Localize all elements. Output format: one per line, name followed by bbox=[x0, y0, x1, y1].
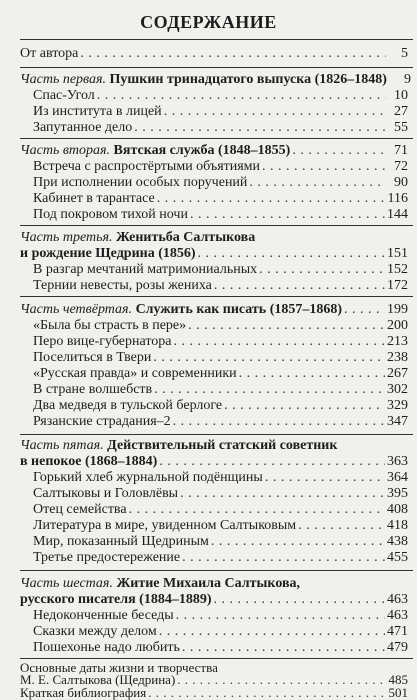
dot-leader bbox=[97, 88, 386, 104]
toc-entry[interactable] bbox=[33, 278, 408, 294]
page-number: 479 bbox=[387, 640, 408, 655]
dot-leader bbox=[344, 302, 385, 318]
page-number: 152 bbox=[387, 262, 408, 277]
toc-label: «Русская правда» и современники bbox=[33, 366, 237, 381]
appendix-label: Основные даты жизни и творчества bbox=[20, 660, 218, 675]
section-rule bbox=[20, 434, 413, 435]
page-number: 72 bbox=[394, 159, 408, 174]
part-title-continued: в непокое (1868–1884) bbox=[20, 454, 158, 469]
part-title-continued: и рождение Щедрина (1856) bbox=[20, 246, 196, 261]
toc-label: Встреча с распростёртыми объятиями bbox=[33, 159, 261, 174]
dot-leader bbox=[249, 175, 386, 191]
dot-leader bbox=[148, 686, 386, 699]
page-number: 213 bbox=[387, 334, 408, 349]
dot-leader bbox=[198, 246, 385, 262]
toc-entry-bibliography[interactable] bbox=[20, 686, 408, 699]
dot-leader bbox=[176, 608, 385, 624]
part-5-heading-line1[interactable] bbox=[20, 438, 337, 454]
part-6-heading-line1[interactable] bbox=[20, 576, 300, 592]
toc-label: Недоконченные беседы bbox=[33, 608, 174, 623]
part-title: Пушкин тринадцатого выпуска (1826–1848) bbox=[109, 72, 387, 87]
toc-entry[interactable] bbox=[33, 534, 408, 550]
toc-label: В стране волшебств bbox=[33, 382, 153, 397]
toc-entry[interactable] bbox=[33, 159, 408, 175]
toc-label: Два медведя в тульской берлоге bbox=[33, 398, 223, 413]
dot-leader bbox=[262, 159, 386, 175]
toc-entry[interactable] bbox=[33, 398, 408, 414]
dot-leader bbox=[224, 398, 385, 414]
toc-entry[interactable] bbox=[33, 334, 408, 350]
dot-leader bbox=[153, 350, 385, 366]
toc-entry[interactable] bbox=[33, 470, 408, 486]
toc-entry[interactable] bbox=[33, 624, 408, 640]
toc-label: При исполнении особых поручений bbox=[33, 175, 248, 190]
section-rule bbox=[20, 570, 413, 571]
page-number: 329 bbox=[387, 398, 408, 413]
toc-label: Сказки между делом bbox=[33, 624, 157, 639]
dot-leader bbox=[180, 486, 385, 502]
toc-entry[interactable] bbox=[33, 550, 408, 566]
part-prefix: Часть шестая. bbox=[20, 576, 113, 591]
toc-label: Тернии невесты, розы жениха bbox=[33, 278, 212, 293]
dot-leader bbox=[298, 518, 385, 534]
part-title-continued: русского писателя (1884–1889) bbox=[20, 592, 212, 607]
toc-label: Отец семейства bbox=[33, 502, 127, 517]
page-number: 90 bbox=[394, 175, 408, 190]
toc-label: Поселиться в Твери bbox=[33, 350, 152, 365]
dot-leader bbox=[182, 550, 385, 566]
part-4-heading[interactable] bbox=[20, 302, 408, 318]
dot-leader bbox=[190, 207, 385, 223]
title-rule bbox=[20, 39, 413, 40]
toc-entry[interactable] bbox=[33, 640, 408, 656]
toc-entry[interactable] bbox=[33, 318, 408, 334]
toc-entry[interactable] bbox=[33, 88, 408, 104]
page-number: 363 bbox=[387, 454, 408, 469]
page-number: 485 bbox=[388, 672, 408, 687]
toc-label: Мир, показанный Щедриным bbox=[33, 534, 209, 549]
part-prefix: Часть вторая. bbox=[20, 143, 111, 158]
dot-leader bbox=[239, 366, 385, 382]
page-number: 10 bbox=[394, 88, 408, 103]
toc-entry[interactable] bbox=[33, 104, 408, 120]
section-rule bbox=[20, 67, 413, 68]
toc-entry[interactable] bbox=[33, 518, 408, 534]
toc-label: От автора bbox=[20, 46, 79, 61]
section-rule bbox=[20, 138, 413, 139]
page-number: 267 bbox=[387, 366, 408, 381]
part-6-heading-line2[interactable] bbox=[20, 592, 408, 608]
toc-entry[interactable] bbox=[33, 608, 408, 624]
toc-label: Краткая библиография bbox=[20, 685, 147, 700]
page-number: 200 bbox=[387, 318, 408, 333]
part-prefix: Часть пятая. bbox=[20, 438, 104, 453]
part-title: Действительный статский советник bbox=[107, 438, 338, 453]
dot-leader bbox=[292, 143, 386, 159]
dot-leader bbox=[214, 592, 386, 608]
part-prefix: Часть четвёртая. bbox=[20, 302, 133, 317]
page-number: 302 bbox=[387, 382, 408, 397]
page-number: 71 bbox=[394, 143, 408, 158]
page-number: 55 bbox=[394, 120, 408, 135]
toc-label: Рязанские страдания–2 bbox=[33, 414, 171, 429]
part-1-heading[interactable] bbox=[20, 72, 411, 88]
part-title: Вятская служба (1848–1855) bbox=[113, 143, 291, 158]
section-rule bbox=[20, 225, 413, 226]
dot-leader bbox=[134, 120, 386, 136]
page-number: 9 bbox=[403, 72, 411, 87]
toc-entry[interactable] bbox=[33, 350, 408, 366]
page-number: 364 bbox=[387, 470, 408, 485]
dot-leader bbox=[157, 191, 386, 207]
page-number: 395 bbox=[387, 486, 408, 501]
page-number: 501 bbox=[388, 685, 408, 700]
dot-leader bbox=[214, 278, 385, 294]
toc-entry[interactable] bbox=[33, 262, 408, 278]
toc-entry-foreword[interactable] bbox=[20, 46, 408, 62]
dot-leader bbox=[177, 673, 386, 686]
toc-entry[interactable] bbox=[33, 366, 408, 382]
page-number: 144 bbox=[387, 207, 408, 222]
dot-leader bbox=[173, 414, 385, 430]
toc-label: Пошехонье надо любить bbox=[33, 640, 180, 655]
toc-entry[interactable] bbox=[33, 502, 408, 518]
toc-label: Литература в мире, увиденном Салтыковым bbox=[33, 518, 297, 533]
toc-label: М. Е. Салтыкова (Щедрина) bbox=[20, 672, 176, 687]
page-number: 418 bbox=[387, 518, 408, 533]
toc-label: Кабинет в тарантасе bbox=[33, 191, 155, 206]
toc-label: Спас-Угол bbox=[33, 88, 95, 103]
part-title: Служить как писать (1857–1868) bbox=[135, 302, 343, 317]
page-number: 27 bbox=[394, 104, 408, 119]
toc-label: Третье предостережение bbox=[33, 550, 181, 565]
toc-label: Салтыковы и Головлёвы bbox=[33, 486, 179, 501]
part-prefix: Часть третья. bbox=[20, 230, 113, 245]
toc-label: Запутанное дело bbox=[33, 120, 133, 135]
page-number: 151 bbox=[387, 246, 408, 261]
dot-leader bbox=[174, 334, 386, 350]
page-number: 438 bbox=[387, 534, 408, 549]
toc-entry[interactable] bbox=[33, 382, 408, 398]
dot-leader bbox=[188, 318, 385, 334]
dot-leader bbox=[164, 104, 386, 120]
dot-leader bbox=[259, 262, 385, 278]
page-title: СОДЕРЖАНИЕ bbox=[140, 12, 277, 32]
page-number: 116 bbox=[387, 191, 408, 206]
part-prefix: Часть первая. bbox=[20, 72, 107, 87]
toc-label: В разгар мечтаний матримониальных bbox=[33, 262, 258, 277]
page-number: 471 bbox=[387, 624, 408, 639]
page-number: 463 bbox=[387, 592, 408, 607]
toc-entry[interactable] bbox=[33, 207, 408, 223]
toc-entry[interactable] bbox=[33, 414, 408, 430]
page-number: 347 bbox=[387, 414, 408, 429]
toc-entry[interactable] bbox=[33, 486, 408, 502]
toc-entry[interactable] bbox=[33, 191, 408, 207]
page-number: 199 bbox=[387, 302, 408, 317]
section-rule bbox=[20, 296, 413, 297]
dot-leader bbox=[211, 534, 385, 550]
toc-label: Горький хлеб журнальной подёнщины bbox=[33, 470, 263, 485]
toc-label: Перо вице-губернатора bbox=[33, 334, 172, 349]
toc-entry[interactable] bbox=[33, 175, 408, 191]
part-5-heading-line2[interactable] bbox=[20, 454, 408, 470]
part-2-heading[interactable] bbox=[20, 143, 408, 159]
dot-leader bbox=[182, 640, 385, 656]
toc-label: Под покровом тихой ночи bbox=[33, 207, 188, 222]
part-title: Житие Михаила Салтыкова, bbox=[116, 576, 301, 591]
part-3-heading-line1[interactable] bbox=[20, 230, 255, 246]
toc-label: «Была бы страсть в пере» bbox=[33, 318, 187, 333]
dot-leader bbox=[265, 470, 385, 486]
dot-leader bbox=[154, 382, 385, 398]
toc-label: Из института в лицей bbox=[33, 104, 162, 119]
dot-leader bbox=[159, 624, 385, 640]
toc-entry[interactable] bbox=[33, 120, 408, 136]
page-number: 463 bbox=[387, 608, 408, 623]
part-3-heading-line2[interactable] bbox=[20, 246, 408, 262]
dot-leader bbox=[129, 502, 385, 518]
page-number: 238 bbox=[387, 350, 408, 365]
page-number: 5 bbox=[401, 46, 408, 61]
page-number: 172 bbox=[387, 278, 408, 293]
section-rule bbox=[20, 658, 413, 659]
page-number: 455 bbox=[387, 550, 408, 565]
page-number: 408 bbox=[387, 502, 408, 517]
dot-leader bbox=[80, 46, 386, 62]
part-title: Женитьба Салтыкова bbox=[115, 230, 256, 245]
dot-leader bbox=[159, 454, 385, 470]
